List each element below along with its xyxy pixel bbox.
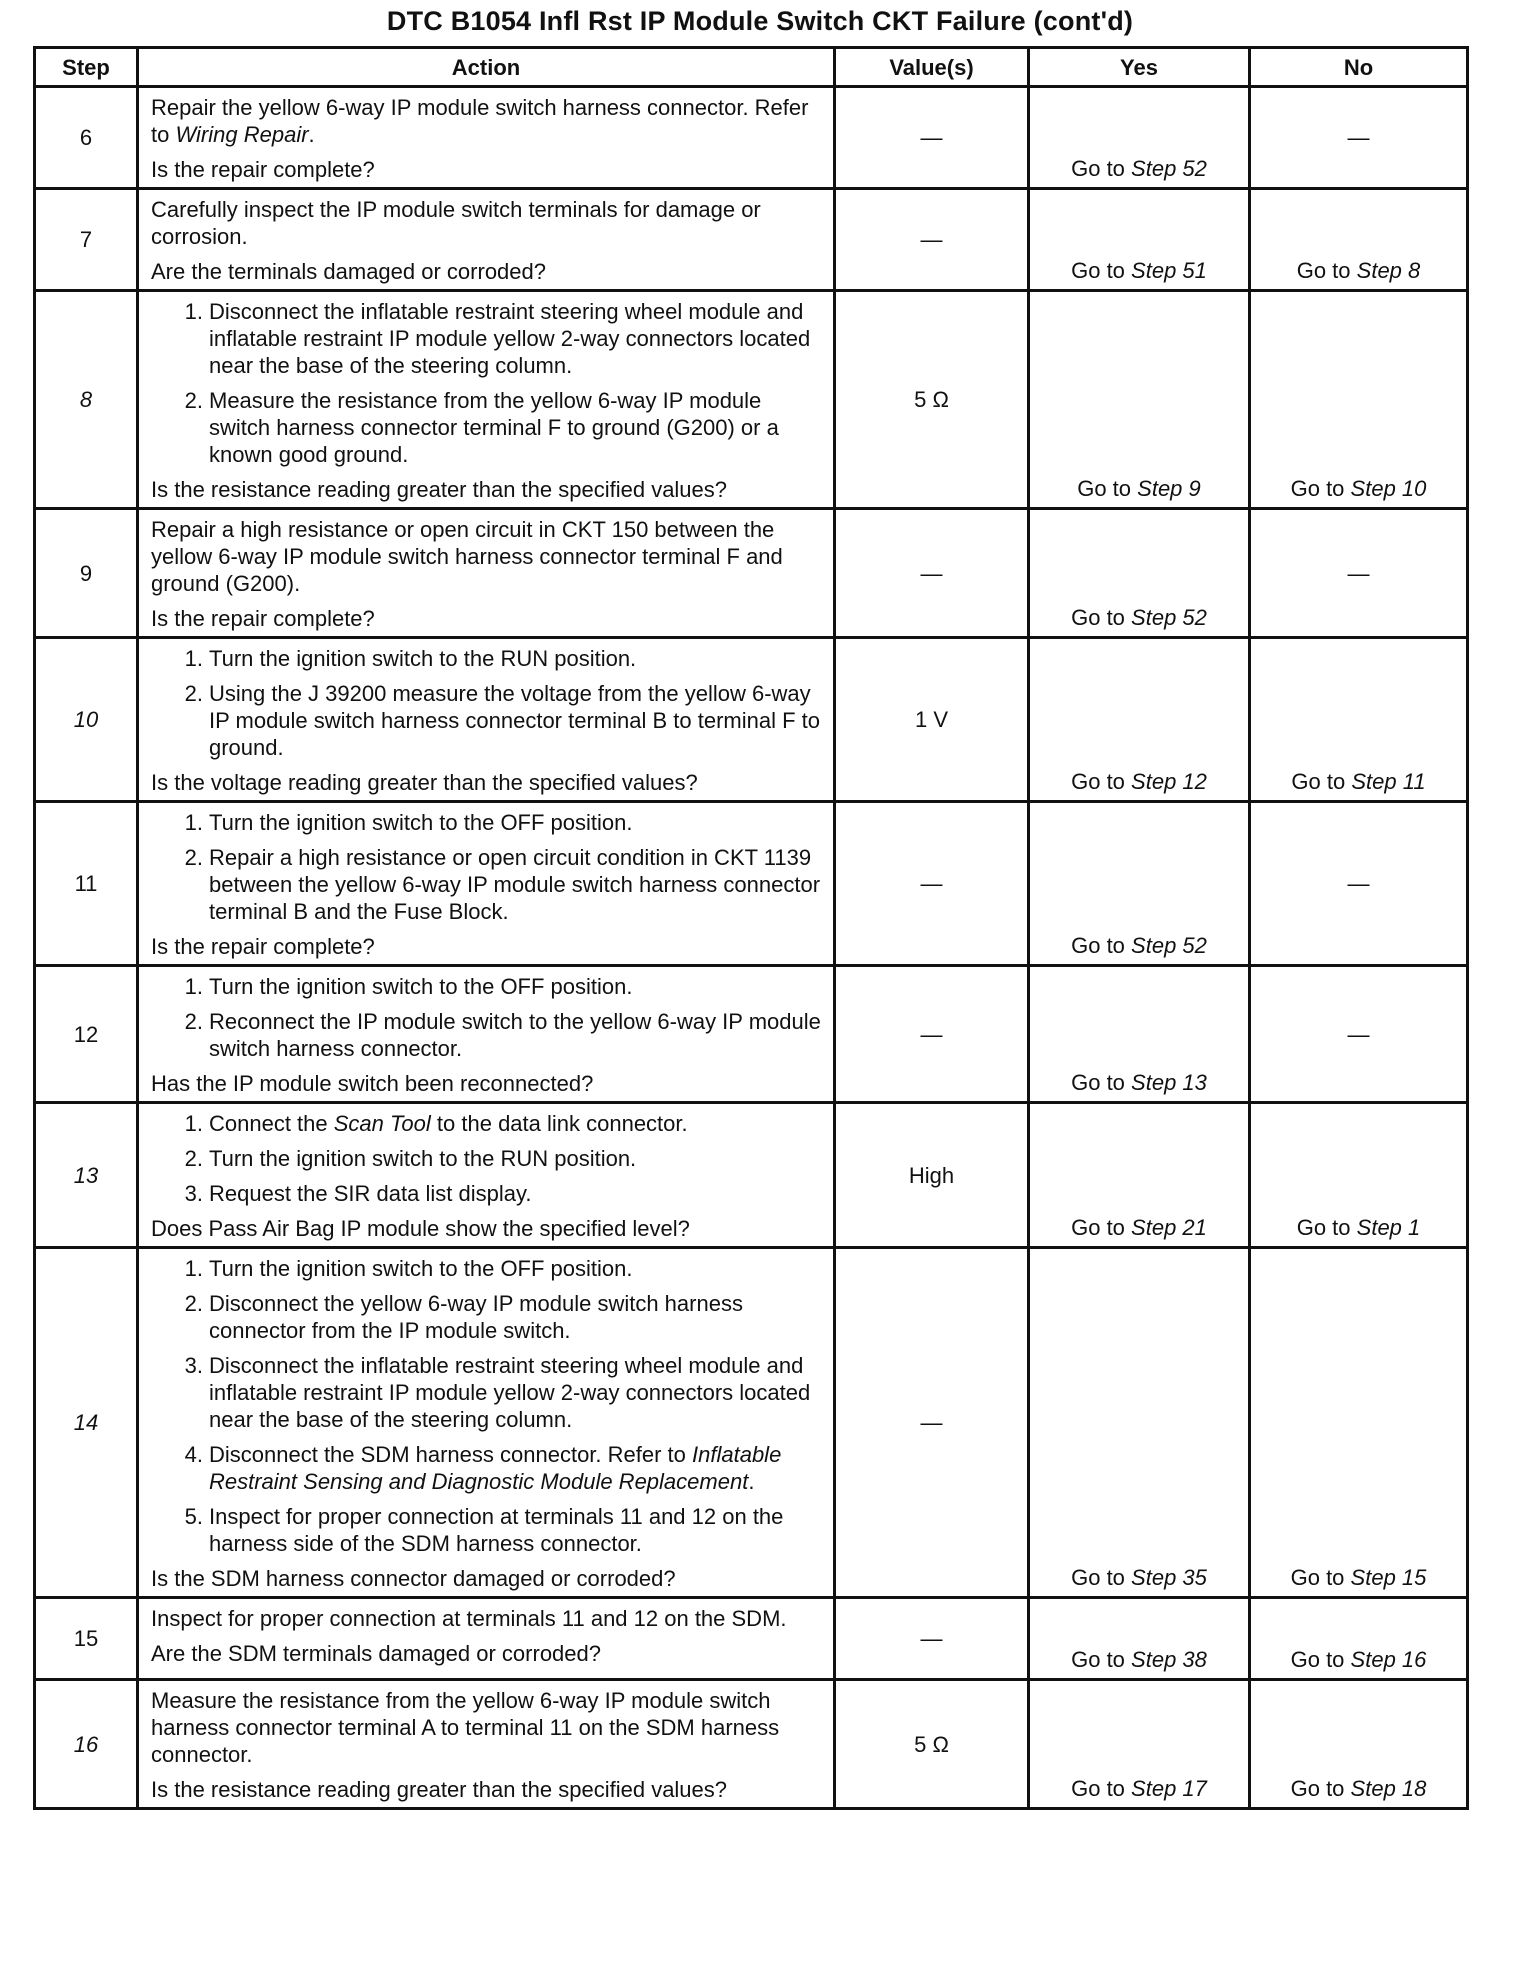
action-question: Has the IP module switch been reconnected? [151,1071,594,1096]
goto-prefix: Go to [1290,1647,1345,1672]
goto-yes-link[interactable] [1071,1215,1207,1240]
step-number: 16 [35,1680,138,1809]
action-step-item [151,1180,823,1207]
action-step-number: 1. [184,646,203,671]
goto-yes-cell [1029,1680,1250,1809]
goto-no-cell [1250,802,1468,966]
text-fragment: Turn the ignition switch to the OFF position. [209,974,633,999]
action-steps-list [151,298,823,468]
action-step-number: 1. [184,299,203,324]
table-row [35,87,1468,189]
action-step-item [151,1352,823,1433]
goto-yes-cell [1029,509,1250,638]
step-number: 14 [35,1248,138,1598]
action-question: Is the voltage reading greater than the specified values? [151,770,698,795]
goto-no-cell [1250,1680,1468,1809]
goto-step-ref: Step 52 [1131,605,1207,630]
goto-prefix: Go to [1071,605,1125,630]
action-step-item [151,844,823,925]
goto-prefix: Go to [1071,1565,1125,1590]
action-step-number: 1. [184,974,203,999]
goto-step-ref: Step 21 [1131,1215,1207,1240]
goto-prefix: Go to [1071,1776,1125,1801]
table-header-row [35,48,1468,87]
goto-no-link[interactable] [1291,1776,1427,1801]
step-number: 11 [35,802,138,966]
action-question: Is the repair complete? [151,157,375,182]
goto-step-ref: Step 11 [1351,769,1426,794]
action-cell [138,1103,835,1248]
action-paragraph [151,516,823,597]
goto-step-ref: Step 17 [1131,1776,1207,1801]
goto-no-empty: — [1347,871,1370,896]
goto-yes-link[interactable] [1071,933,1207,958]
text-fragment: Reconnect the IP module switch to the yellow 6-way IP module switch harness connector. [209,1009,821,1061]
action-step-item [151,1145,823,1172]
goto-prefix: Go to [1071,1215,1125,1240]
goto-prefix: Go to [1290,1565,1345,1590]
text-fragment: Repair a high resistance or open circuit condition in CKT 1139 between the yellow 6-way IP module switch harness connector terminal B and the Fuse Block. [209,845,821,924]
specified-value: — [835,87,1029,189]
text-fragment: Disconnect the yellow 6-way IP module switch harness connector from the IP module switch. [209,1291,743,1343]
action-step-number: 3. [184,1181,203,1206]
goto-no-cell [1250,87,1468,189]
text-fragment: Repair a high resistance or open circuit in CKT 150 between the yellow 6-way IP module switch harness connector terminal F and ground (G200). [151,517,783,596]
goto-yes-link[interactable] [1071,769,1207,794]
action-step-item [151,1441,823,1495]
header-action: Action [138,48,835,87]
action-step-number: 4. [184,1442,203,1467]
action-question: Is the resistance reading greater than the specified values? [151,1777,728,1802]
step-number: 13 [35,1103,138,1248]
page-title: DTC B1054 Infl Rst IP Module Switch CKT Failure (cont'd) [386,6,1134,36]
text-fragment: Turn the ignition switch to the OFF position. [209,1256,633,1281]
text-fragment: Turn the ignition switch to the RUN position. [209,646,637,671]
action-step-item [151,1503,823,1557]
goto-step-ref: Step 38 [1131,1647,1207,1672]
text-fragment: Measure the resistance from the yellow 6-way IP module switch harness connector terminal F to ground (G200) or a known good ground. [209,388,779,467]
goto-step-ref: Step 8 [1356,258,1421,283]
specified-value: — [835,1598,1029,1680]
text-fragment: Request the SIR data list display. [209,1181,532,1206]
goto-step-ref: Step 16 [1350,1647,1427,1672]
goto-no-cell [1250,291,1468,509]
goto-yes-link[interactable] [1071,1070,1207,1095]
text-fragment: Connect the [209,1111,334,1136]
action-steps-list [151,1255,823,1557]
goto-no-link[interactable] [1297,1215,1421,1240]
specified-value: High [835,1103,1029,1248]
action-step-number: 2. [184,845,203,870]
step-number: 10 [35,638,138,802]
goto-step-ref: Step 51 [1131,258,1207,283]
goto-yes-cell [1029,87,1250,189]
action-cell [138,509,835,638]
specified-value: — [835,1248,1029,1598]
action-step-item [151,1255,823,1282]
action-steps-list [151,1110,823,1207]
table-row [35,291,1468,509]
goto-prefix: Go to [1071,258,1125,283]
action-cell [138,1248,835,1598]
goto-step-ref: Step 52 [1131,156,1207,181]
goto-no-empty: — [1347,125,1370,150]
goto-prefix: Go to [1071,1647,1125,1672]
action-step-number: 2. [184,681,203,706]
goto-no-cell [1250,1103,1468,1248]
goto-step-ref: Step 15 [1350,1565,1427,1590]
table-row [35,638,1468,802]
goto-yes-cell [1029,966,1250,1103]
specified-value: — [835,966,1029,1103]
goto-prefix: Go to [1071,156,1125,181]
specified-value: 5 Ω [835,291,1029,509]
goto-prefix: Go to [1290,1776,1345,1801]
action-steps-list [151,809,823,925]
text-fragment: Repair the yellow 6-way IP module switch harness connector. Refer to [151,95,809,147]
goto-prefix: Go to [1071,1070,1125,1095]
goto-step-ref: Step 1 [1356,1215,1421,1240]
action-step-item [151,680,823,761]
goto-yes-link[interactable] [1071,156,1207,181]
action-cell [138,1598,835,1680]
goto-step-ref: Step 35 [1131,1565,1207,1590]
action-paragraph [151,1605,823,1632]
text-fragment: Inspect for proper connection at terminals 11 and 12 on the harness side of the SDM harness connector. [209,1504,784,1556]
table-row [35,1103,1468,1248]
text-fragment: Carefully inspect the IP module switch terminals for damage or corrosion. [151,197,761,249]
goto-no-link[interactable] [1291,1647,1427,1672]
goto-step-ref: Step 52 [1131,933,1207,958]
text-fragment: Measure the resistance from the yellow 6-way IP module switch harness connector terminal A to terminal 11 on the SDM harness connector. [151,1688,780,1767]
goto-prefix: Go to [1077,476,1132,501]
step-number: 7 [35,189,138,291]
action-cell [138,291,835,509]
header-yes: Yes [1029,48,1250,87]
goto-yes-link[interactable] [1071,605,1207,630]
goto-yes-link[interactable] [1071,1647,1207,1672]
action-paragraph [151,196,823,250]
text-fragment: . [748,1469,755,1494]
text-fragment: Disconnect the inflatable restraint steering wheel module and inflatable restraint IP module yellow 2-way connectors located near the base of the steering column. [209,1353,811,1432]
action-step-number: 2. [184,388,203,413]
goto-step-ref: Step 12 [1131,769,1207,794]
step-number: 8 [35,291,138,509]
table-row [35,802,1468,966]
goto-prefix: Go to [1071,933,1125,958]
action-step-item [151,809,823,836]
goto-yes-cell [1029,1598,1250,1680]
table-row [35,509,1468,638]
action-cell [138,966,835,1103]
text-fragment: Disconnect the inflatable restraint steering wheel module and inflatable restraint IP module yellow 2-way connectors located near the base of the steering column. [209,299,811,378]
text-fragment: Disconnect the SDM harness connector. Refer to [209,1442,693,1467]
goto-no-cell [1250,966,1468,1103]
table-row [35,1248,1468,1598]
action-cell [138,87,835,189]
action-step-item [151,645,823,672]
action-step-number: 1. [184,1111,203,1136]
specified-value: — [835,189,1029,291]
action-step-item [151,1110,823,1137]
action-step-number: 3. [184,1353,203,1378]
reference-text: Scan Tool [333,1111,431,1136]
text-fragment: . [308,122,315,147]
goto-no-cell [1250,1598,1468,1680]
goto-yes-cell [1029,1248,1250,1598]
goto-no-cell [1250,189,1468,291]
action-step-number: 2. [184,1009,203,1034]
goto-yes-link[interactable] [1071,1776,1207,1801]
table-row [35,1680,1468,1809]
action-step-item [151,973,823,1000]
goto-step-ref: Step 9 [1137,476,1201,501]
reference-text: Inflatable Restraint Sensing and Diagnostic Module Replacement [209,1442,782,1494]
goto-yes-link[interactable] [1077,476,1201,501]
goto-no-empty: — [1347,560,1370,586]
text-fragment: Turn the ignition switch to the RUN position. [209,1146,637,1171]
table-row [35,189,1468,291]
text-fragment: Using the J 39200 measure the voltage from the yellow 6-way IP module switch harness connector terminal B to terminal F to ground. [209,681,820,760]
action-question: Is the SDM harness connector damaged or corroded? [151,1566,676,1591]
reference-text: Wiring Repair [175,122,309,147]
header-values: Value(s) [835,48,1029,87]
goto-prefix: Go to [1296,258,1351,283]
goto-step-ref: Step 10 [1350,476,1427,501]
goto-yes-cell [1029,291,1250,509]
action-question: Is the repair complete? [151,606,375,631]
goto-step-ref: Step 18 [1350,1776,1427,1801]
action-step-number: 1. [184,810,203,835]
specified-value: 1 V [835,638,1029,802]
action-step-item [151,387,823,468]
goto-no-cell [1250,638,1468,802]
action-step-item [151,1008,823,1062]
table-row [35,966,1468,1103]
text-fragment: Turn the ignition switch to the OFF position. [209,810,633,835]
goto-no-link[interactable] [1291,476,1427,501]
diagnostic-table [33,46,1469,1810]
table-row [35,1598,1468,1680]
action-step-item [151,298,823,379]
step-number: 12 [35,966,138,1103]
goto-yes-link[interactable] [1071,258,1207,283]
goto-yes-cell [1029,189,1250,291]
action-question: Is the repair complete? [151,934,375,959]
action-step-number: 1. [184,1256,203,1281]
goto-prefix: Go to [1290,476,1345,501]
action-step-number: 5. [184,1504,203,1529]
goto-yes-cell [1029,802,1250,966]
text-fragment: Inspect for proper connection at terminals 11 and 12 on the SDM. [151,1606,787,1631]
specified-value: — [835,802,1029,966]
goto-prefix: Go to [1071,769,1125,794]
action-paragraph [151,1687,823,1768]
action-cell [138,638,835,802]
action-cell [138,189,835,291]
action-step-number: 2. [184,1291,203,1316]
goto-prefix: Go to [1291,769,1346,794]
action-cell [138,802,835,966]
goto-no-link[interactable] [1291,1565,1427,1590]
action-question: Are the SDM terminals damaged or corroded? [151,1641,601,1666]
action-steps-list [151,645,823,761]
goto-no-link[interactable] [1291,769,1425,794]
header-step: Step [35,48,138,87]
action-question: Are the terminals damaged or corroded? [151,259,546,284]
action-paragraph [151,94,823,148]
step-number: 9 [35,509,138,638]
action-question: Is the resistance reading greater than the specified values? [151,477,728,502]
action-cell [138,1680,835,1809]
action-question: Does Pass Air Bag IP module show the specified level? [151,1216,690,1241]
step-number: 15 [35,1598,138,1680]
goto-yes-link[interactable] [1071,1565,1207,1590]
specified-value: — [835,509,1029,638]
goto-yes-cell [1029,638,1250,802]
text-fragment: to the data link connector. [430,1111,688,1136]
goto-step-ref: Step 13 [1131,1070,1207,1095]
action-step-item [151,1290,823,1344]
goto-no-cell [1250,509,1468,638]
action-step-number: 2. [184,1146,203,1171]
specified-value: 5 Ω [835,1680,1029,1809]
goto-no-cell [1250,1248,1468,1598]
goto-no-empty: — [1347,1021,1370,1047]
goto-no-link[interactable] [1297,258,1421,283]
header-no: No [1250,48,1468,87]
goto-prefix: Go to [1296,1215,1351,1240]
goto-yes-cell [1029,1103,1250,1248]
step-number: 6 [35,87,138,189]
action-steps-list [151,973,823,1062]
